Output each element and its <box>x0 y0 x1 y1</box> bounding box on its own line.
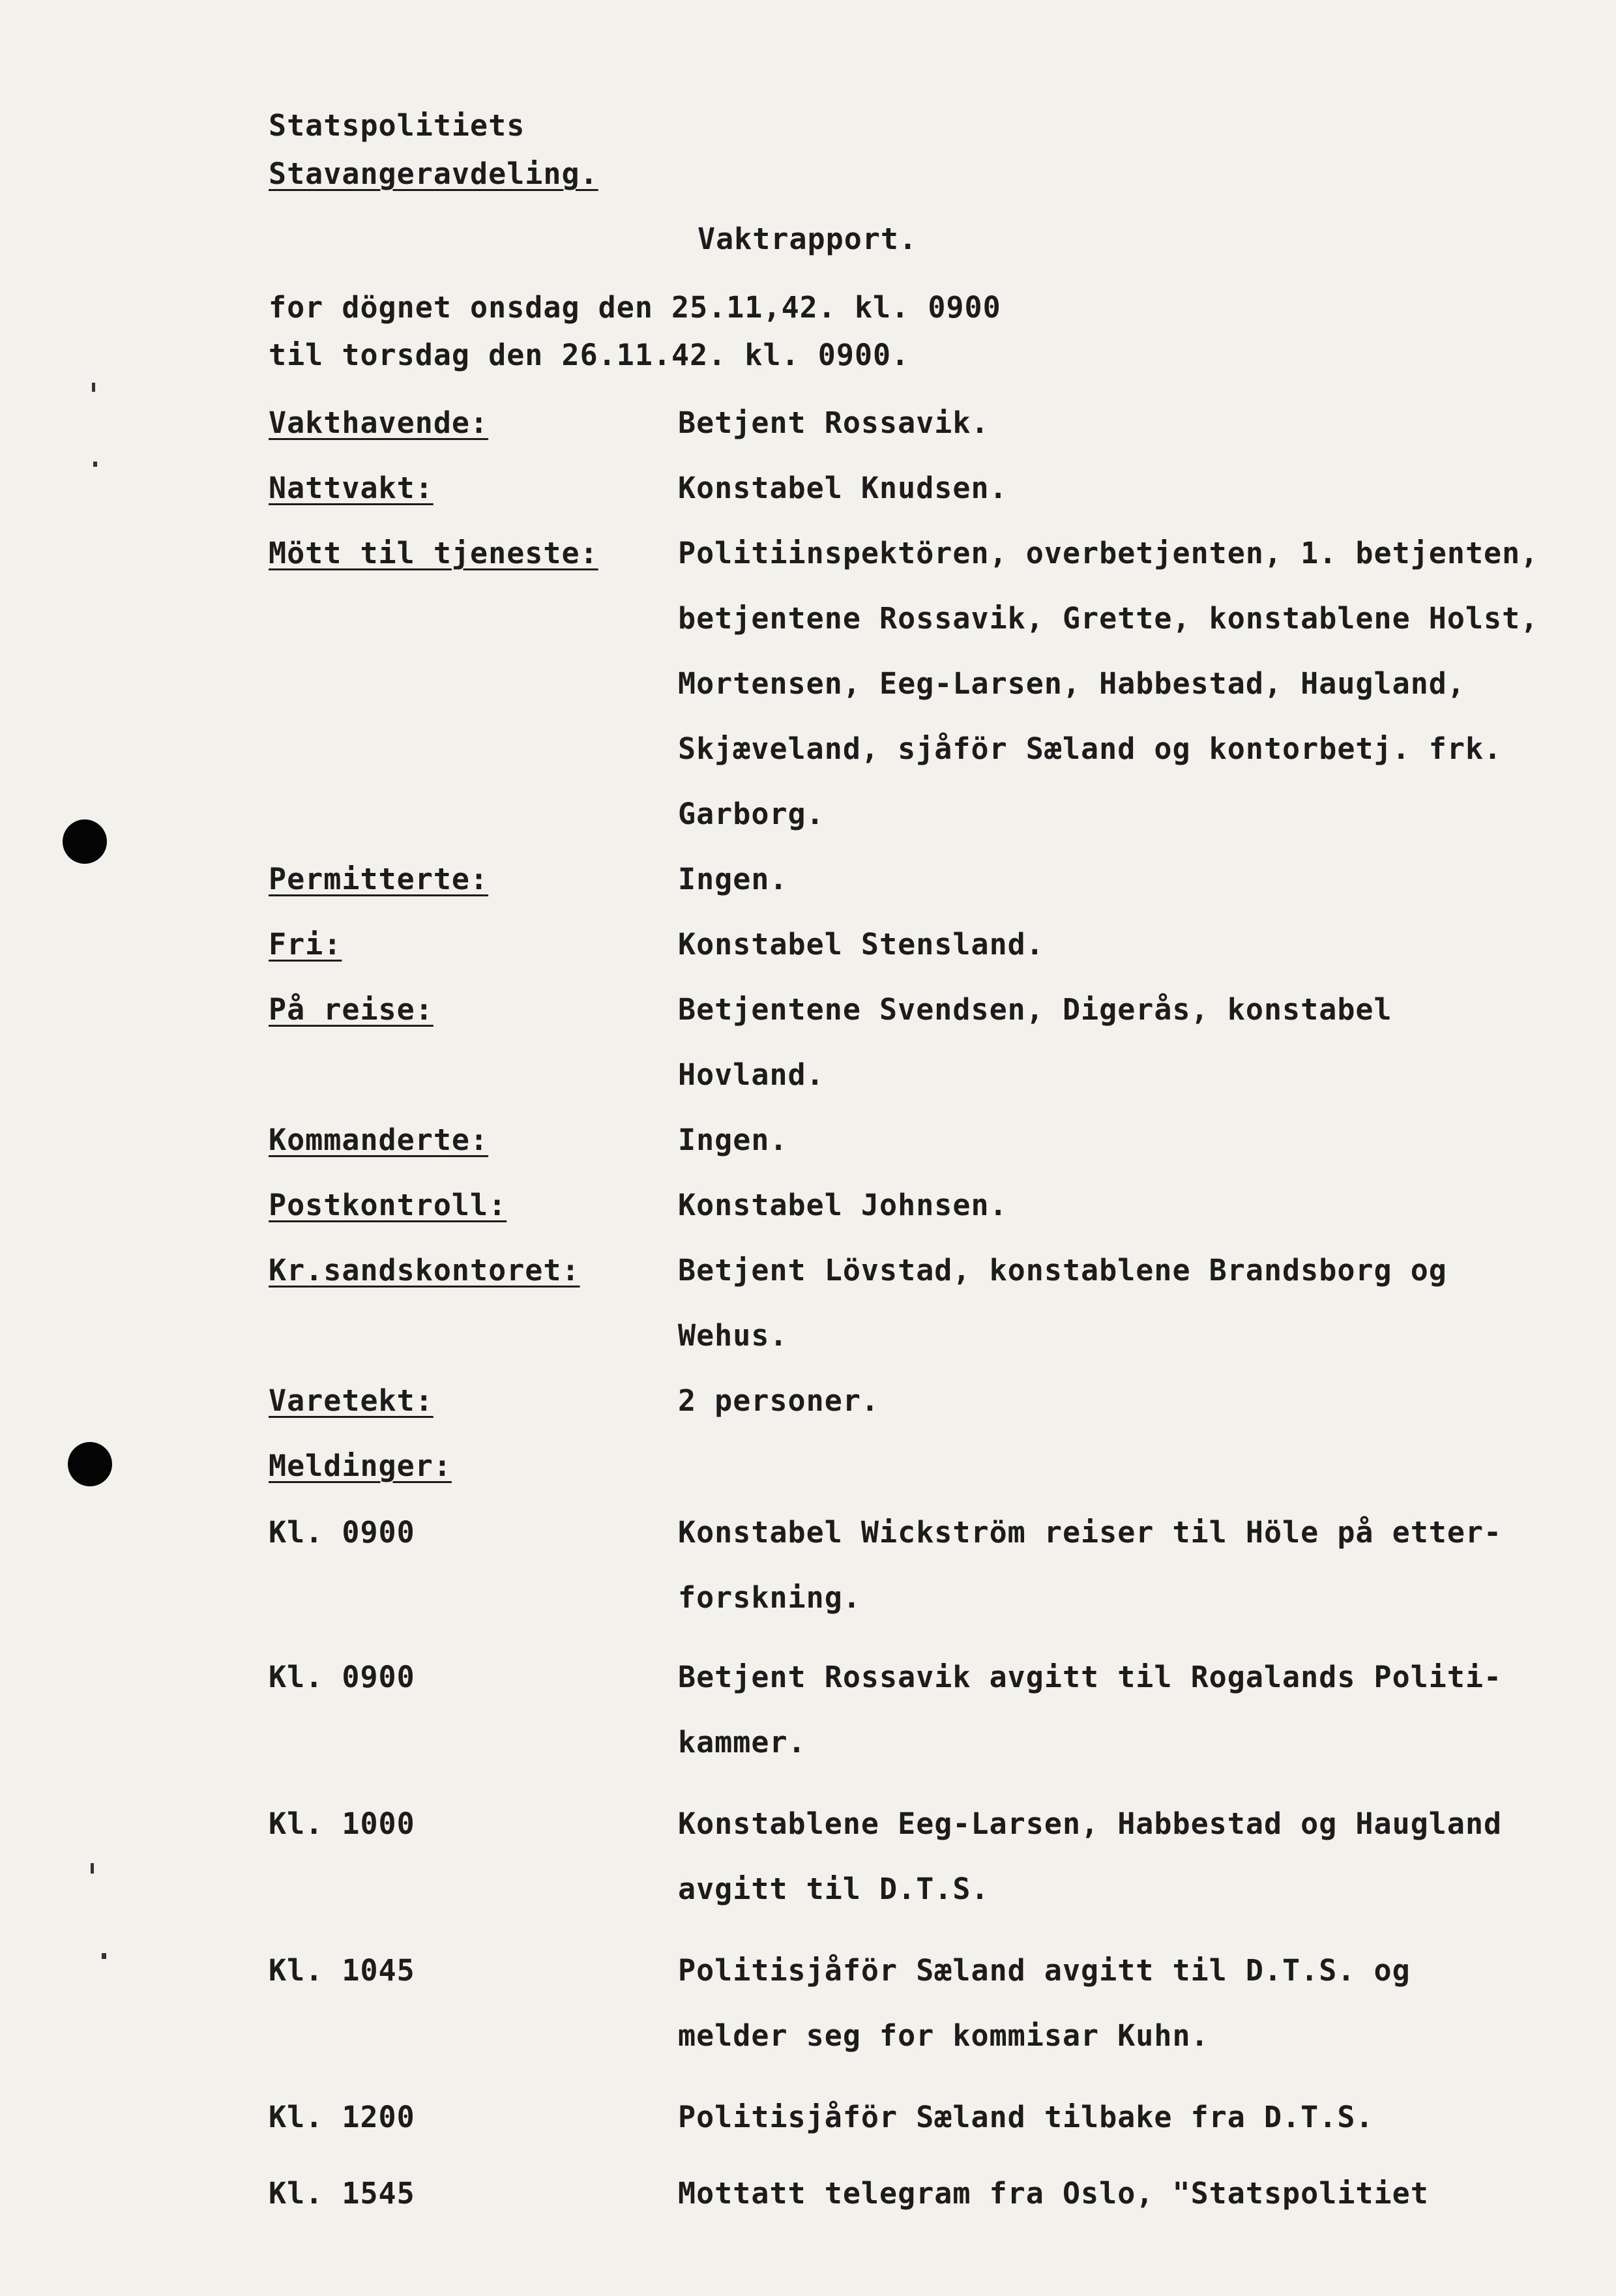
field-value: Hovland. <box>678 1057 825 1092</box>
punch-hole-lower <box>68 1442 112 1486</box>
field-value: Betjent Rossavik. <box>678 405 990 440</box>
field-value: 2 personer. <box>678 1383 880 1418</box>
field-label-pa-reise: På reise: <box>269 992 433 1027</box>
field-value: Betjentene Svendsen, Digerås, konstabel <box>678 992 1392 1027</box>
field-label-krsandskontoret: Kr.sandskontoret: <box>269 1253 580 1288</box>
entry-text: melder seg for kommisar Kuhn. <box>678 2018 1209 2053</box>
org-name-line2: Stavangeravdeling. <box>269 156 598 191</box>
entry-text: Konstablene Eeg-Larsen, Habbestad og Haugland <box>678 1806 1503 1841</box>
field-value: Ingen. <box>678 1123 788 1157</box>
field-label-vakthavende: Vakthavende: <box>269 405 489 440</box>
field-label-fri: Fri: <box>269 927 342 962</box>
field-label-nattvakt: Nattvakt: <box>269 471 433 505</box>
margin-mark <box>92 383 95 392</box>
document-title: Vaktrapport. <box>698 222 918 256</box>
entry-time: Kl. 1200 <box>269 2100 415 2134</box>
field-value: Politiinspektören, overbetjenten, 1. betjenten, <box>678 536 1539 570</box>
field-label-kommanderte: Kommanderte: <box>269 1123 489 1157</box>
entry-text: Politisjåför Sæland avgitt til D.T.S. og <box>678 1953 1411 1988</box>
margin-mark <box>91 1863 94 1874</box>
punch-hole-upper <box>63 819 107 864</box>
meldinger-heading: Meldinger: <box>269 1449 452 1483</box>
field-value: Betjent Lövstad, konstablene Brandsborg og <box>678 1253 1447 1288</box>
field-value: Garborg. <box>678 797 825 831</box>
field-value: Konstabel Johnsen. <box>678 1188 1008 1222</box>
margin-mark <box>102 1953 106 1959</box>
entry-time: Kl. 1045 <box>269 1953 415 1988</box>
field-label-mott-til-tjeneste: Mött til tjeneste: <box>269 536 598 570</box>
entry-text: forskning. <box>678 1580 861 1615</box>
entry-text: Mottatt telegram fra Oslo, "Statspolitiet <box>678 2176 1429 2211</box>
entry-time: Kl. 1000 <box>269 1806 415 1841</box>
field-value: Konstabel Stensland. <box>678 927 1044 962</box>
entry-text: avgitt til D.T.S. <box>678 1872 990 1906</box>
field-label-varetekt: Varetekt: <box>269 1383 433 1418</box>
margin-mark <box>93 462 97 467</box>
period-line1: for dögnet onsdag den 25.11,42. kl. 0900 <box>269 290 1001 325</box>
entry-time: Kl. 0900 <box>269 1660 415 1694</box>
entry-text: kammer. <box>678 1725 806 1759</box>
entry-time: Kl. 0900 <box>269 1515 415 1550</box>
field-value: betjentene Rossavik, Grette, konstablene Holst, <box>678 601 1539 636</box>
entry-text: Politisjåför Sæland tilbake fra D.T.S. <box>678 2100 1374 2134</box>
period-line2: til torsdag den 26.11.42. kl. 0900. <box>269 338 910 372</box>
field-value: Konstabel Knudsen. <box>678 471 1008 505</box>
field-value: Ingen. <box>678 862 788 896</box>
entry-text: Konstabel Wickström reiser til Höle på etter- <box>678 1515 1503 1550</box>
field-value: Skjæveland, sjåför Sæland og kontorbetj. frk. <box>678 731 1503 766</box>
field-label-permitterte: Permitterte: <box>269 862 489 896</box>
field-value: Mortensen, Eeg-Larsen, Habbestad, Haugland, <box>678 666 1465 701</box>
field-value: Wehus. <box>678 1318 788 1353</box>
entry-time: Kl. 1545 <box>269 2176 415 2211</box>
entry-text: Betjent Rossavik avgitt til Rogalands Politi- <box>678 1660 1503 1694</box>
org-name-line1: Statspolitiets <box>269 108 525 143</box>
field-label-postkontroll: Postkontroll: <box>269 1188 507 1222</box>
